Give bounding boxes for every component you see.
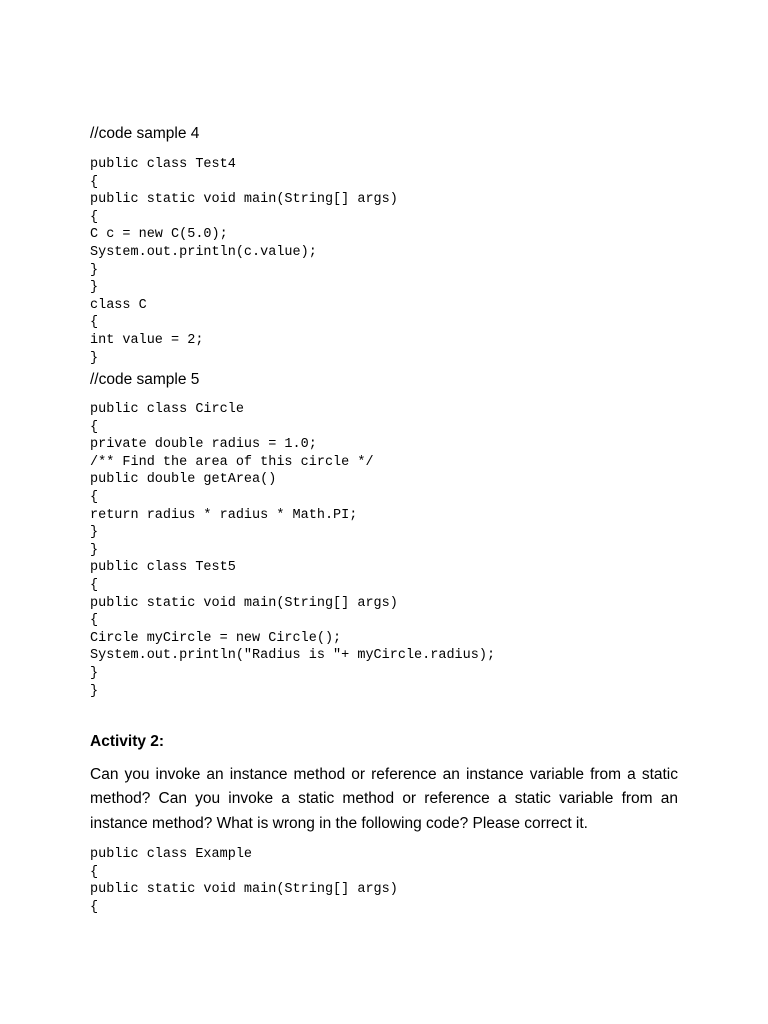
code-line: public class Test5 bbox=[90, 560, 236, 576]
code-line: { bbox=[90, 899, 99, 915]
code-line: public double getArea() bbox=[90, 472, 277, 488]
code-line: public static void main(String[] args) bbox=[90, 882, 398, 898]
code-line: } bbox=[90, 665, 99, 681]
activity-2-heading: Activity 2: bbox=[90, 733, 165, 750]
code-line: } bbox=[90, 542, 99, 558]
activity-2-question: Can you invoke an instance method or reference an instance variable from a static method? Can you invoke a static method or reference a static variable from an instance method? What is wrong in the following code? Please correct it. bbox=[90, 766, 678, 832]
code-line: public static void main(String[] args) bbox=[90, 192, 398, 208]
example-code-block bbox=[90, 846, 398, 916]
code-line: { bbox=[90, 209, 99, 225]
code-line: { bbox=[90, 174, 99, 190]
code-line: } bbox=[90, 350, 99, 366]
code-line: { bbox=[90, 577, 99, 593]
code-line: public class Example bbox=[90, 847, 253, 862]
code-line: return radius * radius * Math.PI; bbox=[90, 507, 358, 523]
code-line: /** Find the area of this circle */ bbox=[90, 454, 374, 470]
code-line: private double radius = 1.0; bbox=[90, 437, 317, 453]
code-line: } bbox=[90, 262, 99, 278]
code-line: public class Test4 bbox=[90, 157, 236, 172]
code-line: public static void main(String[] args) bbox=[90, 595, 398, 611]
code-line: } bbox=[90, 280, 99, 296]
code-line: C c = new C(5.0); bbox=[90, 227, 228, 243]
code-line: System.out.println("Radius is "+ myCircle.radius); bbox=[90, 648, 496, 664]
code-sample-5-heading: //code sample 5 bbox=[90, 371, 200, 388]
code-line: } bbox=[90, 525, 99, 541]
code-line: int value = 2; bbox=[90, 332, 204, 348]
code-sample-5-block bbox=[90, 401, 495, 700]
code-line: } bbox=[90, 683, 99, 699]
code-line: class C bbox=[90, 297, 147, 313]
code-sample-4-block bbox=[90, 156, 398, 367]
code-line: { bbox=[90, 419, 99, 435]
code-line: { bbox=[90, 613, 99, 629]
code-line: System.out.println(c.value); bbox=[90, 244, 317, 260]
code-line: { bbox=[90, 864, 99, 880]
code-sample-4-heading: //code sample 4 bbox=[90, 125, 200, 142]
code-line: public class Circle bbox=[90, 402, 244, 417]
code-line: { bbox=[90, 489, 99, 505]
code-line: { bbox=[90, 315, 99, 331]
code-line: Circle myCircle = new Circle(); bbox=[90, 630, 342, 646]
